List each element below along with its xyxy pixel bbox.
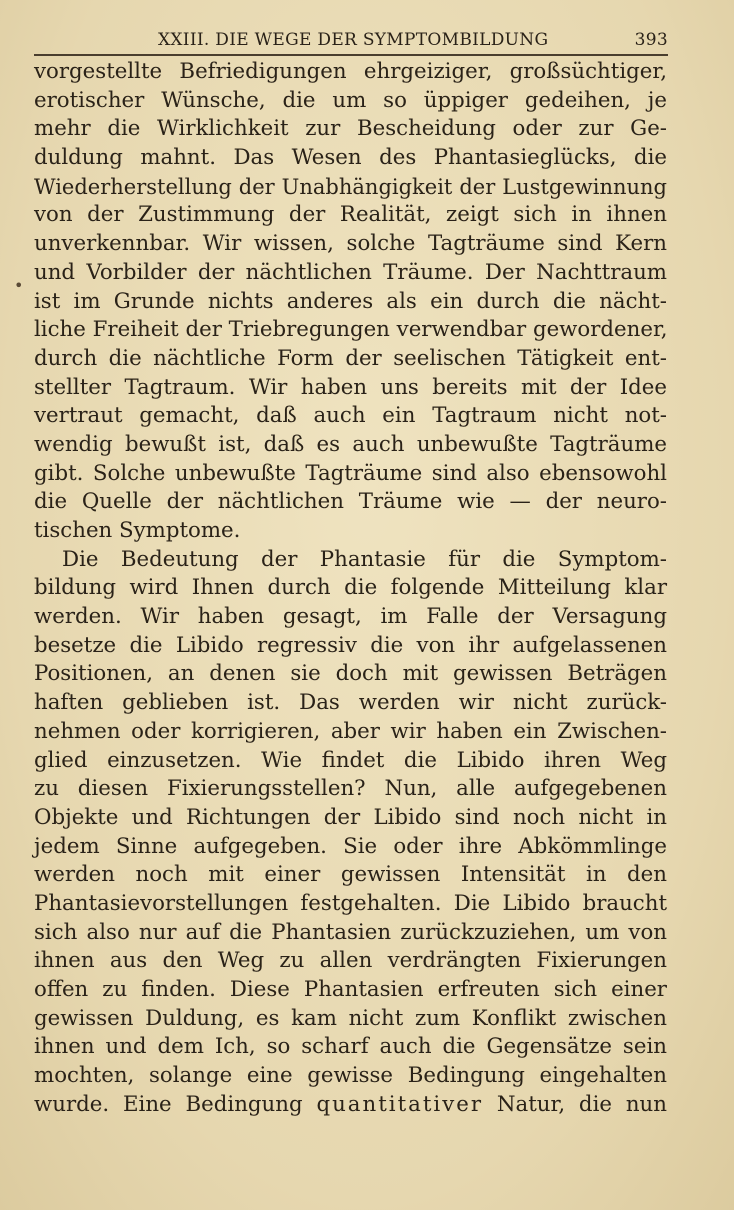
text-line: die Quelle der nächtlichen Träume wie — der neuro- xyxy=(34,489,667,515)
running-title: XXIII. DIE WEGE DER SYMPTOMBILDUNG xyxy=(158,30,549,50)
last-line-after: Natur, die nun xyxy=(496,1091,667,1117)
text-line: besetze die Libido regressiv die von ihr aufgelassenen xyxy=(34,632,667,658)
text-line: und Vorbilder der nächtlichen Träume. Der Nachttraum xyxy=(34,259,667,285)
text-line: werden noch mit einer gewissen Intensität in den xyxy=(34,862,667,888)
text-line: offen zu finden. Diese Phantasien erfreuten sich einer xyxy=(34,977,667,1002)
text-line: durch die nächtliche Form der seelischen Tätigkeit ent- xyxy=(34,345,667,371)
text-line-last xyxy=(34,1091,667,1120)
spaced-word: quantitativer xyxy=(316,1091,484,1117)
text-line: erotischer Wünsche, die um so üppiger gedeihen, je xyxy=(34,87,667,113)
page-number: 393 xyxy=(634,30,668,50)
text-line: wendig bewußt ist, daß es auch unbewußte Tagträume xyxy=(34,431,667,457)
text-line: Wiederherstellung der Unabhängigkeit der Lustgewinnung xyxy=(34,174,667,199)
text-line: Objekte und Richtungen der Libido sind noch nicht in xyxy=(34,804,667,830)
text-line: ihnen und dem Ich, so scharf auch die Gegensätze sein xyxy=(34,1034,667,1060)
body-text xyxy=(34,58,667,1119)
margin-mark: • xyxy=(14,276,24,295)
text-line: duldung mahnt. Das Wesen des Phantasieglücks, die xyxy=(34,145,667,171)
text-line: von der Zustimmung der Realität, zeigt sich in ihnen xyxy=(34,202,667,228)
text-line: nehmen oder korrigieren, aber wir haben ein Zwischen- xyxy=(34,718,667,744)
text-line: Phantasievorstellungen festgehalten. Die Libido braucht xyxy=(34,890,667,916)
text-line: sich also nur auf die Phantasien zurückzuziehen, um von xyxy=(34,919,667,945)
text-line: Die Bedeutung der Phantasie für die Symptom- xyxy=(62,546,667,572)
text-line: tischen Symptome. xyxy=(34,518,241,543)
text-line: gibt. Solche unbewußte Tagträume sind also ebensowohl xyxy=(34,460,667,486)
text-line: stellter Tagtraum. Wir haben uns bereits mit der Idee xyxy=(34,374,667,400)
text-line: ist im Grunde nichts anderes als ein durch die nächt- xyxy=(34,288,667,314)
page-header xyxy=(34,28,668,56)
text-line: mehr die Wirklichkeit zur Bescheidung oder zur Ge- xyxy=(34,116,667,142)
text-line: ihnen aus den Weg zu allen verdrängten Fixierungen xyxy=(34,948,667,974)
text-line: bildung wird Ihnen durch die folgende Mitteilung klar xyxy=(34,575,667,601)
text-line: glied einzusetzen. Wie findet die Libido ihren Weg xyxy=(34,747,667,773)
text-line: Positionen, an denen sie doch mit gewissen Beträgen xyxy=(34,661,667,687)
last-line-before: wurde. Eine Bedingung xyxy=(34,1091,303,1117)
text-line: jedem Sinne aufgegeben. Sie oder ihre Abkömmlinge xyxy=(34,833,667,859)
text-line: unverkennbar. Wir wissen, solche Tagträume sind Kern xyxy=(34,231,667,257)
text-line: vorgestellte Befriedigungen ehrgeiziger, großsüchtiger, xyxy=(34,59,667,84)
text-line: zu diesen Fixierungsstellen? Nun, alle aufgegebenen xyxy=(34,776,667,802)
text-line: mochten, solange eine gewisse Bedingung eingehalten xyxy=(34,1063,667,1089)
text-line: vertraut gemacht, daß auch ein Tagtraum nicht not- xyxy=(34,403,667,429)
text-line: werden. Wir haben gesagt, im Falle der Versagung xyxy=(34,604,667,630)
text-line: haften geblieben ist. Das werden wir nicht zurück- xyxy=(34,690,667,716)
text-line: liche Freiheit der Triebregungen verwendbar gewordener, xyxy=(34,317,668,343)
text-line: gewissen Duldung, es kam nicht zum Konflikt zwischen xyxy=(34,1005,667,1031)
